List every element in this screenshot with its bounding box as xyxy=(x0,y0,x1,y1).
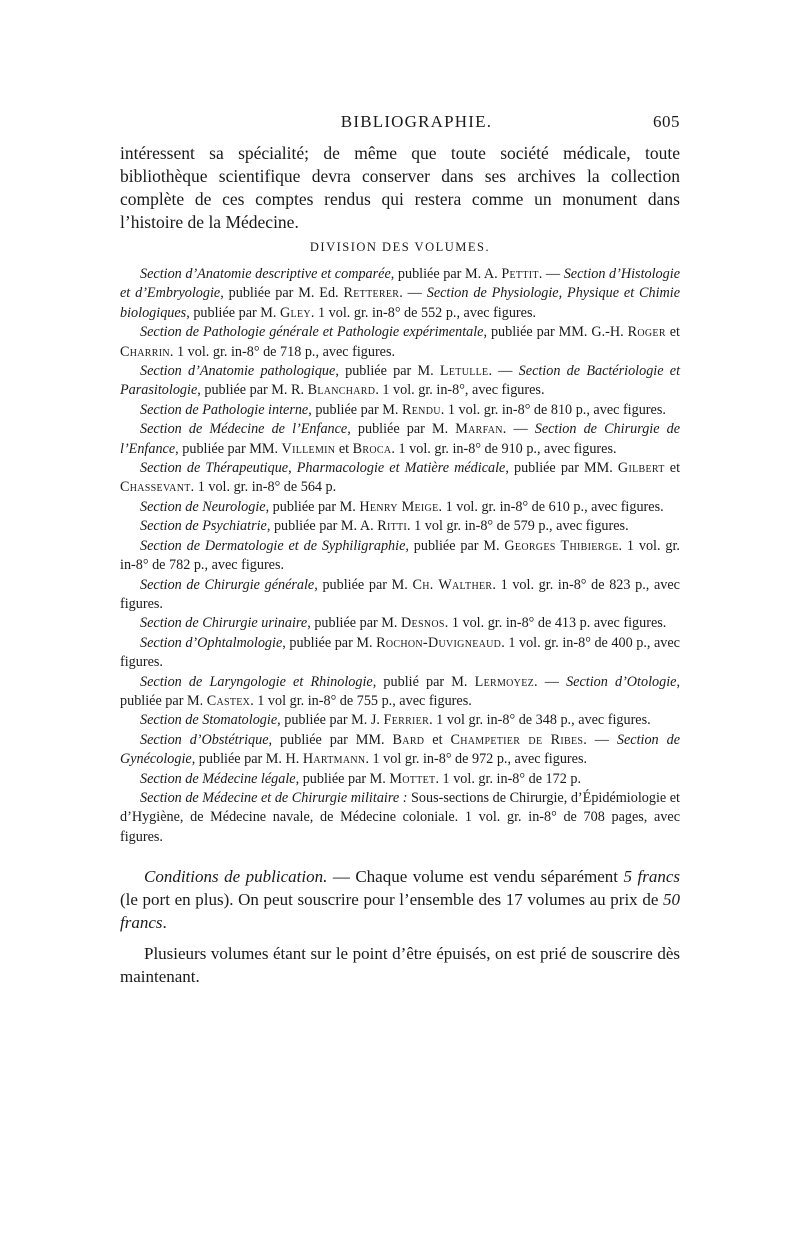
author-name: Bard xyxy=(392,731,425,748)
italic-text: Section de Psychiatrie xyxy=(140,518,267,535)
text-run: , publiée par M. xyxy=(307,615,401,632)
text-run: , publiée par MM. G.-H. xyxy=(483,324,628,341)
italic-text: Section de Dermatologie et de Syphiligraphie xyxy=(140,537,406,554)
italic-text: Section de Médecine légale xyxy=(140,770,296,787)
text-run: , publiée par M. Ed. xyxy=(220,285,344,302)
volume-entry xyxy=(120,634,680,673)
author-name: Villemin xyxy=(281,440,336,457)
volume-entry xyxy=(120,537,680,576)
author-name: Lermoyez xyxy=(474,673,535,690)
book-page xyxy=(120,112,680,988)
author-name: Marfan xyxy=(455,421,503,438)
text-run: . — xyxy=(488,363,519,380)
text-run: , publié par M. xyxy=(372,673,475,690)
text-run: . 1 vol. gr. in-8° de 823 p., avec figures. xyxy=(120,576,680,612)
italic-text: 50 francs xyxy=(120,890,680,933)
italic-text: Section de Chirurgie de l’Enfance xyxy=(120,421,681,457)
text-run: , publiée par M. xyxy=(347,421,456,438)
text-run: , publiée par M. xyxy=(282,634,377,651)
text-run: , publiée par M. A. xyxy=(390,266,502,282)
text-run: . 1 vol gr. in-8° de 972 p., avec figures. xyxy=(365,751,588,768)
italic-text: Section de Bactériologie et Parasitologie xyxy=(120,363,681,399)
author-name: Champetier de Ribes xyxy=(450,731,584,748)
volume-entry xyxy=(120,770,680,789)
volume-entry xyxy=(120,711,680,730)
author-name: Chassevant xyxy=(120,479,191,496)
volume-entry xyxy=(120,789,680,847)
closing-notice: Plusieurs volumes étant sur le point d’être épuisés, on est prié de souscrire dès maintenant. xyxy=(120,944,680,987)
volume-entry xyxy=(120,401,680,420)
italic-text: Section de Pathologie générale et Pathologie expérimentale xyxy=(140,324,484,341)
text-run: . — xyxy=(502,421,535,438)
author-name: Blanchard xyxy=(307,382,376,399)
page-number: 605 xyxy=(653,112,680,131)
author-name: Charrin xyxy=(120,343,170,360)
author-name: Gley xyxy=(280,304,311,321)
author-name: Letulle xyxy=(439,363,489,380)
text-run: , publiée par M. xyxy=(186,304,280,321)
text-run: . 1 vol. gr. in-8° de 413 p. avec figures. xyxy=(444,615,667,632)
text-run: . — xyxy=(538,266,564,282)
italic-text: Section de Gynécologie xyxy=(120,731,680,768)
italic-text: Section de Neurologie xyxy=(140,498,266,515)
italic-text: Section d’Otologie xyxy=(566,673,677,690)
text-run: . 1 vol. gr. in-8° de 718 p., avec figures. xyxy=(169,343,396,360)
author-name: Retterer xyxy=(343,285,400,302)
text-run: . xyxy=(162,913,167,933)
volume-entry xyxy=(120,731,680,770)
volume-entry xyxy=(120,265,680,323)
text-run: , publiée par M. xyxy=(120,673,681,709)
text-run: . 1 vol. gr. in-8° de 552 p., avec figures. xyxy=(310,304,537,321)
volume-list xyxy=(120,265,680,847)
text-run: . 1 vol. gr. in-8° de 782 p., avec figures. xyxy=(120,537,680,574)
text-run: , publiée par MM. xyxy=(505,460,618,477)
intro-paragraph: intéressent sa spécialité; de même que toute société médicale, toute bibliothèque scientifique devra conserver dans ses archives la collection complète de ces comptes rendus qui restera comme un monument dans l’histoire de la Médecine. xyxy=(120,143,680,232)
text-run: , publiée par M. A. xyxy=(266,518,378,535)
author-name: Rendu xyxy=(402,401,441,418)
italic-text: Section de Laryngologie et Rhinologie xyxy=(140,673,373,690)
volume-entry xyxy=(120,576,680,615)
text-run: . — xyxy=(583,731,617,748)
text-run: , publiée par M. xyxy=(335,363,440,380)
author-name: Mottet xyxy=(389,770,436,787)
italic-text: Section d’Ophtalmologie xyxy=(140,634,283,651)
author-name: Henry Meige xyxy=(359,498,439,515)
italic-text: Section de Physiologie, Physique et Chimie biologiques xyxy=(120,285,680,321)
volume-entry xyxy=(120,498,680,517)
text-run: , publiée par MM. xyxy=(175,440,282,457)
text-run: , publiée par MM. xyxy=(268,731,393,748)
author-name: Rochon-Duvigneaud xyxy=(376,634,502,651)
italic-text: Section de Chirurgie urinaire xyxy=(140,615,308,632)
italic-text: Section d’Anatomie descriptive et comparée xyxy=(140,266,391,282)
text-run: . 1 vol. gr. in-8°, avec figures. xyxy=(375,382,545,399)
volume-entry xyxy=(120,614,680,633)
text-run: . 1 vol gr. in-8° de 579 p., avec figures. xyxy=(407,518,629,535)
text-run: Sous-sections de Chirurgie, d’Épidémiologie et d’Hygiène, de Médecine navale, de Médecine coloniale. 1 vol. gr. in-8° de 708 pages, avec figures. xyxy=(120,789,680,845)
volume-entry xyxy=(120,673,680,712)
italic-text: Section d’Anatomie pathologique xyxy=(140,363,336,380)
author-name: Gilbert xyxy=(617,460,665,477)
text-run: , publiée par M. R. xyxy=(197,382,308,399)
author-name: Broca xyxy=(352,440,392,457)
conditions-paragraph xyxy=(120,865,680,934)
division-heading: DIVISION DES VOLUMES. xyxy=(309,240,491,254)
text-run: . 1 vol. gr. in-8° de 564 p. xyxy=(190,479,337,496)
italic-text: Section de Pathologie interne xyxy=(140,401,309,418)
text-run: . 1 vol. gr. in-8° de 910 p., avec figures. xyxy=(391,440,617,457)
text-run: et xyxy=(664,460,681,477)
italic-text: Section de Médecine et de Chirurgie militaire : xyxy=(140,789,408,806)
text-run: , publiée par M. xyxy=(265,498,360,515)
italic-text: Conditions de publication. xyxy=(144,867,328,887)
volume-entry xyxy=(120,362,680,401)
text-run: . — xyxy=(534,673,567,690)
italic-text: Section de Stomatologie xyxy=(140,712,278,729)
volume-entry xyxy=(120,459,680,498)
italic-text: Section de Chirurgie générale xyxy=(140,576,315,593)
italic-text: 5 francs xyxy=(623,867,681,887)
running-head xyxy=(120,112,680,142)
text-run: — Chaque volume est vendu séparément xyxy=(327,867,624,887)
text-run: et xyxy=(335,440,353,457)
text-run: et xyxy=(424,731,451,748)
author-name: Georges Thibierge xyxy=(504,537,619,554)
text-run: . 1 vol gr. in-8° de 755 p., avec figures. xyxy=(250,692,472,709)
text-run: et xyxy=(665,324,680,341)
volume-entry xyxy=(120,323,680,362)
author-name: Castex xyxy=(206,692,251,709)
text-run: , publiée par M. xyxy=(295,770,390,787)
volume-entry xyxy=(120,517,680,536)
text-run: , publiée par M. xyxy=(405,537,505,554)
text-run: . 1 vol. gr. in-8° de 172 p. xyxy=(435,770,582,787)
text-run: . 1 vol gr. in-8° de 348 p., avec figures. xyxy=(429,712,651,729)
author-name: Ch. Walther xyxy=(412,576,493,593)
italic-text: Section d’Histologie et d’Embryologie xyxy=(120,266,680,302)
text-run: . 1 vol. gr. in-8° de 400 p., avec figures. xyxy=(120,634,680,671)
author-name: Pettit xyxy=(501,266,539,282)
text-run: . 1 vol. gr. in-8° de 610 p., avec figures. xyxy=(438,498,664,515)
author-name: Roger xyxy=(627,324,666,341)
text-run: , publiée par M. J. xyxy=(277,712,384,729)
text-run: , publiée par M. xyxy=(314,576,413,593)
text-run: . 1 vol. gr. in-8° de 810 p., avec figures. xyxy=(440,401,666,418)
text-run: , publiée par M. H. xyxy=(191,751,303,768)
running-title: BIBLIOGRAPHIE. xyxy=(340,112,493,131)
author-name: Ritti xyxy=(377,518,408,535)
text-run: (le port en plus). On peut souscrire pour l’ensemble des 17 volumes au prix de xyxy=(120,890,663,910)
author-name: Ferrier xyxy=(383,712,430,729)
text-run: . — xyxy=(399,285,427,302)
text-run: , publiée par M. xyxy=(308,401,403,418)
italic-text: Section d’Obstétrique xyxy=(140,731,269,748)
author-name: Hartmann xyxy=(302,751,366,768)
italic-text: Section de Médecine de l’Enfance xyxy=(140,421,348,438)
author-name: Desnos xyxy=(401,615,445,632)
volume-entry xyxy=(120,420,680,459)
italic-text: Section de Thérapeutique, Pharmacologie et Matière médicale xyxy=(140,460,506,477)
